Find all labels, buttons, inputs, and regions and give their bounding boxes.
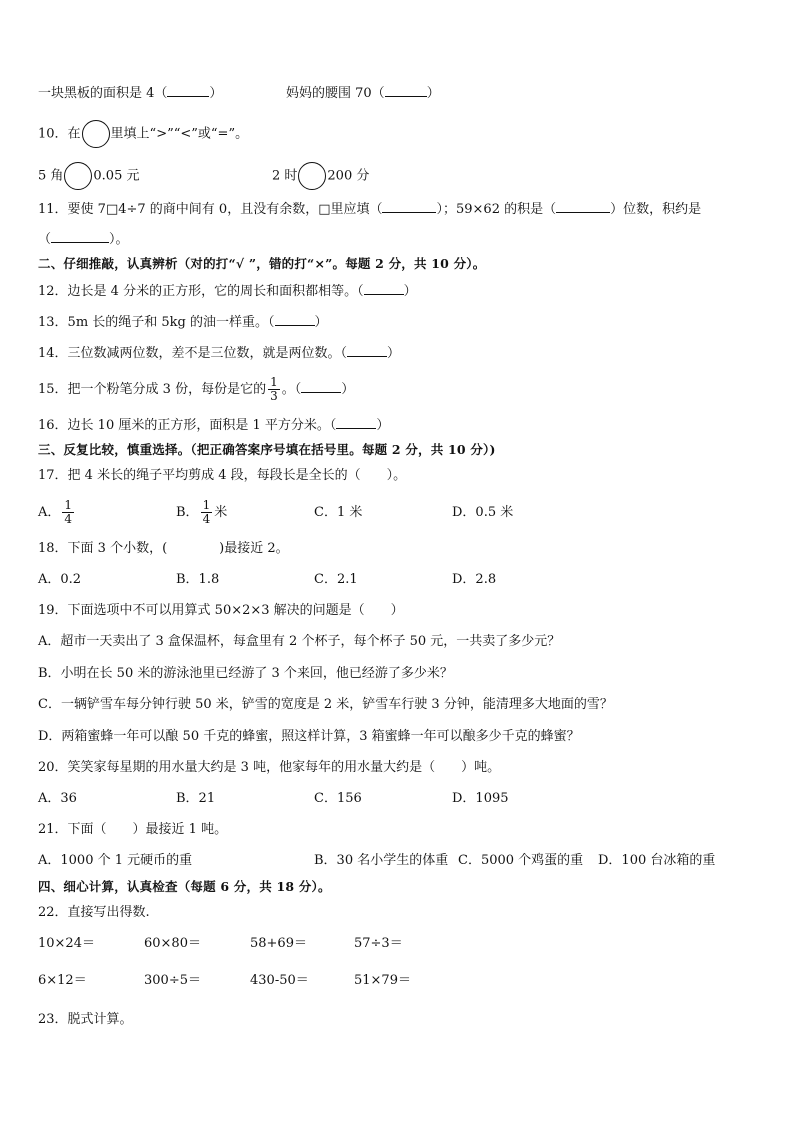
option-18-a[interactable]: A．0.2	[38, 572, 82, 587]
question-22: 22．直接写出得数.	[38, 905, 150, 920]
option-21-a[interactable]: A．1000 个 1 元硬币的重	[38, 853, 193, 868]
line-blackboard-area: 一块黑板的面积是 4（ ）	[38, 86, 223, 101]
answer-blank[interactable]	[347, 344, 387, 357]
question-14: 14．三位数减两位数，差不是三位数，就是两位数。（ ）	[38, 346, 401, 361]
question-10: 10．在 里填上“>”“<”或“=”。	[38, 120, 248, 148]
fraction: $\frac{1}{4}$	[64, 498, 73, 526]
question-16: 16．边长 10 厘米的正方形，面积是 1 平方分米。（ ）	[38, 418, 390, 433]
option-17-d[interactable]: D．0.5 米	[452, 505, 514, 520]
calc-item: 10×24＝	[38, 936, 95, 951]
option-20-c[interactable]: C．156	[314, 791, 362, 806]
fraction: $\frac{1}{4}$	[202, 498, 211, 526]
answer-blank[interactable]	[51, 230, 109, 243]
question-11: 11．要使 7□4÷7 的商中间有 0，且没有余数，□里应填（ ）；59×62 的积是（ ）位数，积约是	[38, 202, 702, 217]
option-21-c[interactable]: C．5000 个鸡蛋的重	[458, 853, 584, 868]
option-19-b[interactable]: B．小明在长 50 米的游泳池里已经游了 3 个来回，他已经游了多少米？	[38, 666, 453, 681]
option-19-d[interactable]: D．两箱蜜蜂一年可以酿 50 千克的蜂蜜，照这样计算，3 箱蜜蜂一年可以酿多少千克的蜂蜜？	[38, 729, 580, 744]
option-20-b[interactable]: B．21	[176, 791, 216, 806]
option-21-d[interactable]: D．100 台冰箱的重	[598, 853, 716, 868]
compare-circle[interactable]	[64, 162, 92, 190]
question-17: 17．把 4 米长的绳子平均剪成 4 段，每段长是全长的（ ）。	[38, 468, 407, 483]
option-20-d[interactable]: D．1095	[452, 791, 509, 806]
option-18-c[interactable]: C．2.1	[314, 572, 358, 587]
question-20: 20．笑笑家每星期的用水量大约是 3 吨，他家每年的用水量大约是（ ）吨。	[38, 760, 501, 775]
calc-item: 6×12＝	[38, 973, 87, 988]
option-20-a[interactable]: A．36	[38, 791, 77, 806]
fraction: $\frac{1}{3}$	[270, 375, 278, 403]
option-17-a[interactable]: A． $\frac{1}{4}$	[38, 498, 73, 526]
section-4-heading: 四、细心计算，认真检查（每题 6 分，共 18 分）。	[38, 879, 331, 894]
option-18-d[interactable]: D．2.8	[452, 572, 497, 587]
option-17-b[interactable]: B． $\frac{1}{4}$ 米	[176, 498, 228, 526]
option-19-a[interactable]: A．超市一天卖出了 3 盒保温杯，每盒里有 2 个杯子，每个杯子 50 元，一共卖了多少元？	[38, 634, 561, 649]
option-17-c[interactable]: C．1 米	[314, 505, 363, 520]
question-19: 19．下面选项中不可以用算式 50×2×3 解决的问题是（ ）	[38, 603, 404, 618]
answer-blank[interactable]	[385, 84, 427, 97]
compare-circle[interactable]	[298, 162, 326, 190]
answer-blank[interactable]	[301, 380, 341, 393]
answer-blank[interactable]	[556, 200, 610, 213]
calc-item: 430-50＝	[250, 973, 309, 988]
calc-item: 57÷3＝	[354, 936, 403, 951]
question-23: 23．脱式计算。	[38, 1012, 133, 1027]
question-21: 21．下面（ ）最接近 1 吨。	[38, 822, 228, 837]
answer-blank[interactable]	[336, 416, 376, 429]
answer-blank[interactable]	[382, 200, 436, 213]
question-15: 15．把一个粉笔分成 3 份，每份是它的 $\frac{1}{3}$ 。（ ）	[38, 375, 355, 403]
answer-blank[interactable]	[275, 313, 315, 326]
compare-circle[interactable]	[82, 120, 110, 148]
question-10-item-b: 2 时 200 分	[272, 162, 369, 190]
calc-item: 58+69＝	[250, 936, 307, 951]
section-2-heading: 二、仔细推敲，认真辨析（对的打“√ ”，错的打“×”。每题 2 分，共 10 分）。	[38, 256, 486, 271]
question-13: 13．5m 长的绳子和 5kg 的油一样重。（ ）	[38, 315, 328, 330]
line-mom-waist: 妈妈的腰围 70（ ）	[286, 86, 440, 101]
option-18-b[interactable]: B．1.8	[176, 572, 220, 587]
answer-blank[interactable]	[364, 282, 404, 295]
question-10-item-a: 5 角 0.05 元	[38, 162, 139, 190]
section-3-heading: 三、反复比较，慎重选择。（把正确答案序号填在括号里。每题 2 分，共 10 分）)	[38, 442, 496, 457]
question-12: 12．边长是 4 分米的正方形，它的周长和面积都相等。（ ）	[38, 284, 417, 299]
option-19-c[interactable]: C．一辆铲雪车每分钟行驶 50 米，铲雪的宽度是 2 米，铲雪车行驶 3 分钟，能清理多大地面的雪？	[38, 697, 613, 712]
answer-blank[interactable]	[167, 84, 209, 97]
calc-item: 60×80＝	[144, 936, 201, 951]
calc-item: 51×79＝	[354, 973, 411, 988]
question-18: 18．下面 3 个小数，( )最接近 2。	[38, 541, 289, 556]
question-11-cont: （ ）。	[38, 232, 129, 247]
option-21-b[interactable]: B．30 名小学生的体重	[314, 853, 449, 868]
calc-item: 300÷5＝	[144, 973, 201, 988]
